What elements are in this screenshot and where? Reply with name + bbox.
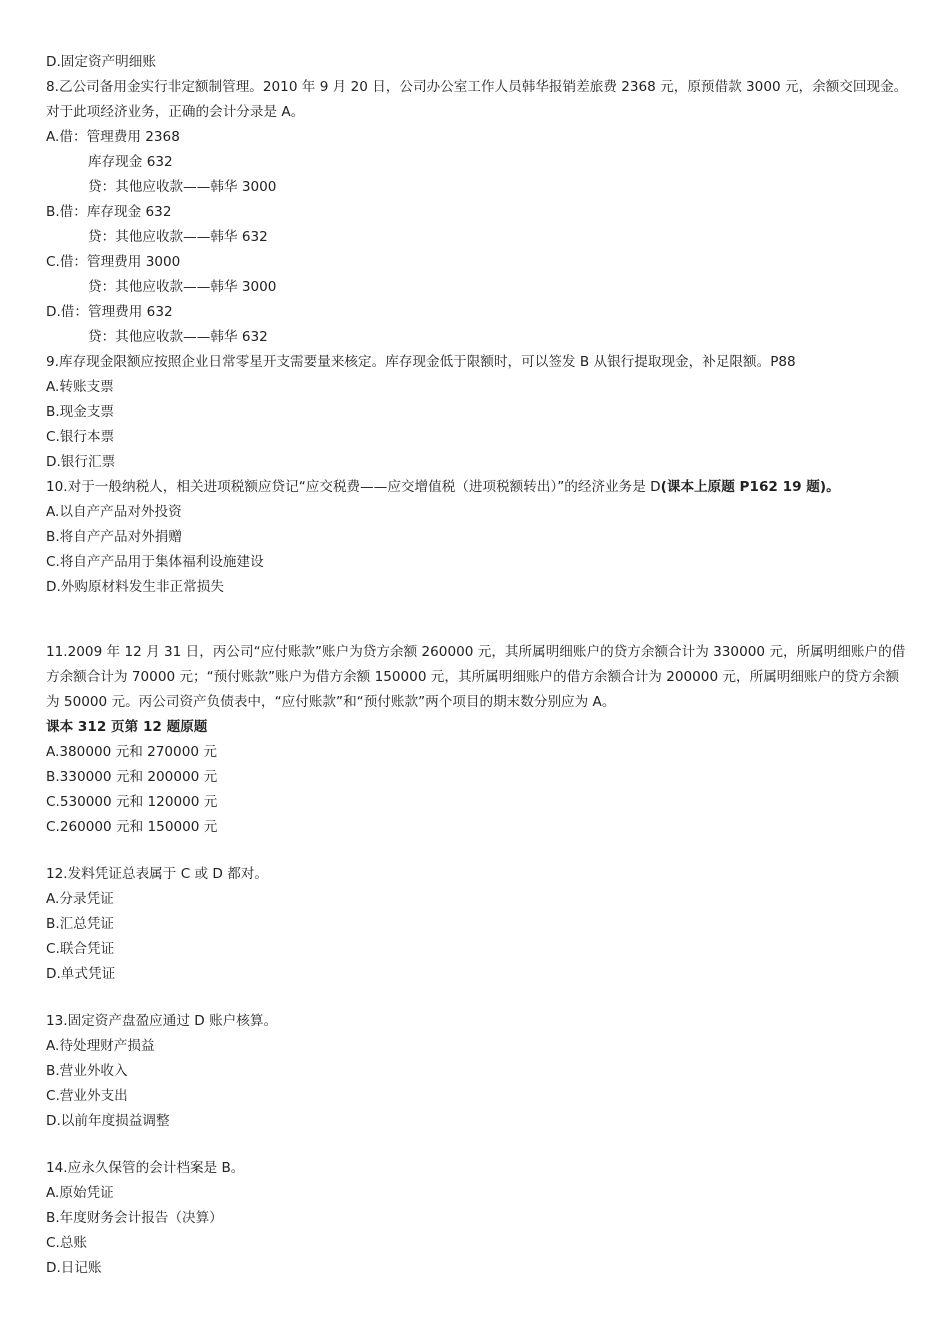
question-11-text: 11.2009 年 12 月 31 日，丙公司“应付账款”账户为贷方余额 260000 元，其所属明细账户的贷方余额合计为 330000 元，所属明细账户的借方余额合计为 70000 元；“预付账款”账户为借方余额 150000 元，其所属明细账户的借方余额合计为 200000 元，所属明细账户的贷方余额为 50000 元。丙公司资产负债表中，“应付账款”和“预付账款”两个项目的期末数分别应为 A。 bbox=[46, 644, 906, 710]
question-14-text: 14.应永久保管的会计档案是 B。 bbox=[46, 1160, 245, 1176]
question-13 bbox=[46, 1009, 910, 1134]
q12-option-d: D.单式凭证 bbox=[46, 966, 116, 982]
question-12-text: 12.发料凭证总表属于 C 或 D 都对。 bbox=[46, 866, 268, 882]
q13-option-b: B.营业外收入 bbox=[46, 1063, 128, 1079]
q10-option-b: B.将自产产品对外捐赠 bbox=[46, 529, 182, 545]
question-13-text: 13.固定资产盘盈应通过 D 账户核算。 bbox=[46, 1013, 278, 1029]
spacer bbox=[46, 1134, 910, 1156]
question-14 bbox=[46, 1156, 910, 1281]
question-12 bbox=[46, 862, 910, 987]
question-10-text bbox=[46, 475, 910, 500]
question-11 bbox=[46, 640, 910, 840]
question-8-text: 8.乙公司备用金实行非定额制管理。2010 年 9 月 20 日，公司办公室工作人员韩华报销差旅费 2368 元，原预借款 3000 元，余额交回现金。对于此项经济业务，正确的会计分录是 A。 bbox=[46, 79, 908, 120]
q14-option-d: D.日记账 bbox=[46, 1260, 102, 1276]
q8-option-b-debit: B.借：库存现金 632 bbox=[46, 204, 172, 220]
question-10-note: (课本上原题 P162 19 题)。 bbox=[660, 479, 840, 495]
spacer bbox=[46, 600, 910, 640]
q13-option-c: C.营业外支出 bbox=[46, 1088, 128, 1104]
q8-option-d-credit: 贷：其他应收款——韩华 632 bbox=[88, 329, 268, 345]
q12-option-c: C.联合凭证 bbox=[46, 941, 115, 957]
q8-option-a-debit-1: A.借：管理费用 2368 bbox=[46, 129, 180, 145]
q11-option-c: C.530000 元和 120000 元 bbox=[46, 794, 218, 810]
question-9-text: 9.库存现金限额应按照企业日常零星开支需要量来核定。库存现金低于限额时，可以签发 B 从银行提取现金，补足限额。P88 bbox=[46, 354, 796, 370]
q11-option-d: C.260000 元和 150000 元 bbox=[46, 819, 218, 835]
question-10-body: 10.对于一般纳税人，相关进项税额应贷记“应交税费——应交增值税（进项税额转出）”的经济业务是 D bbox=[46, 479, 661, 495]
q8-option-c-credit: 贷：其他应收款——韩华 3000 bbox=[88, 279, 277, 295]
question-11-note: 课本 312 页第 12 题原题 bbox=[46, 719, 208, 735]
question-8 bbox=[46, 75, 910, 350]
q10-option-a: A.以自产产品对外投资 bbox=[46, 504, 182, 520]
q8-option-a-credit: 贷：其他应收款——韩华 3000 bbox=[88, 179, 277, 195]
q10-option-d: D.外购原材料发生非正常损失 bbox=[46, 579, 224, 595]
q9-option-a: A.转账支票 bbox=[46, 379, 114, 395]
q8-option-d-debit: D.借：管理费用 632 bbox=[46, 304, 173, 320]
q12-option-a: A.分录凭证 bbox=[46, 891, 114, 907]
q9-option-d: D.银行汇票 bbox=[46, 454, 116, 470]
q8-option-c-debit: C.借：管理费用 3000 bbox=[46, 254, 181, 270]
spacer bbox=[46, 987, 910, 1009]
q14-option-c: C.总账 bbox=[46, 1235, 88, 1251]
q13-option-a: A.待处理财产损益 bbox=[46, 1038, 155, 1054]
q7-option-d: D.固定资产明细账 bbox=[46, 54, 156, 70]
spacer bbox=[46, 840, 910, 862]
q12-option-b: B.汇总凭证 bbox=[46, 916, 115, 932]
document-page bbox=[46, 50, 910, 1281]
question-10 bbox=[46, 475, 910, 600]
q11-option-b: B.330000 元和 200000 元 bbox=[46, 769, 218, 785]
q11-option-a: A.380000 元和 270000 元 bbox=[46, 744, 217, 760]
q10-option-c: C.将自产产品用于集体福利设施建设 bbox=[46, 554, 264, 570]
question-9 bbox=[46, 350, 910, 475]
q8-option-b-credit: 贷：其他应收款——韩华 632 bbox=[88, 229, 268, 245]
q8-option-a-debit-2: 库存现金 632 bbox=[88, 154, 173, 170]
q9-option-c: C.银行本票 bbox=[46, 429, 115, 445]
q14-option-a: A.原始凭证 bbox=[46, 1185, 114, 1201]
q13-option-d: D.以前年度损益调整 bbox=[46, 1113, 170, 1129]
q14-option-b: B.年度财务会计报告（决算） bbox=[46, 1210, 223, 1226]
q9-option-b: B.现金支票 bbox=[46, 404, 115, 420]
